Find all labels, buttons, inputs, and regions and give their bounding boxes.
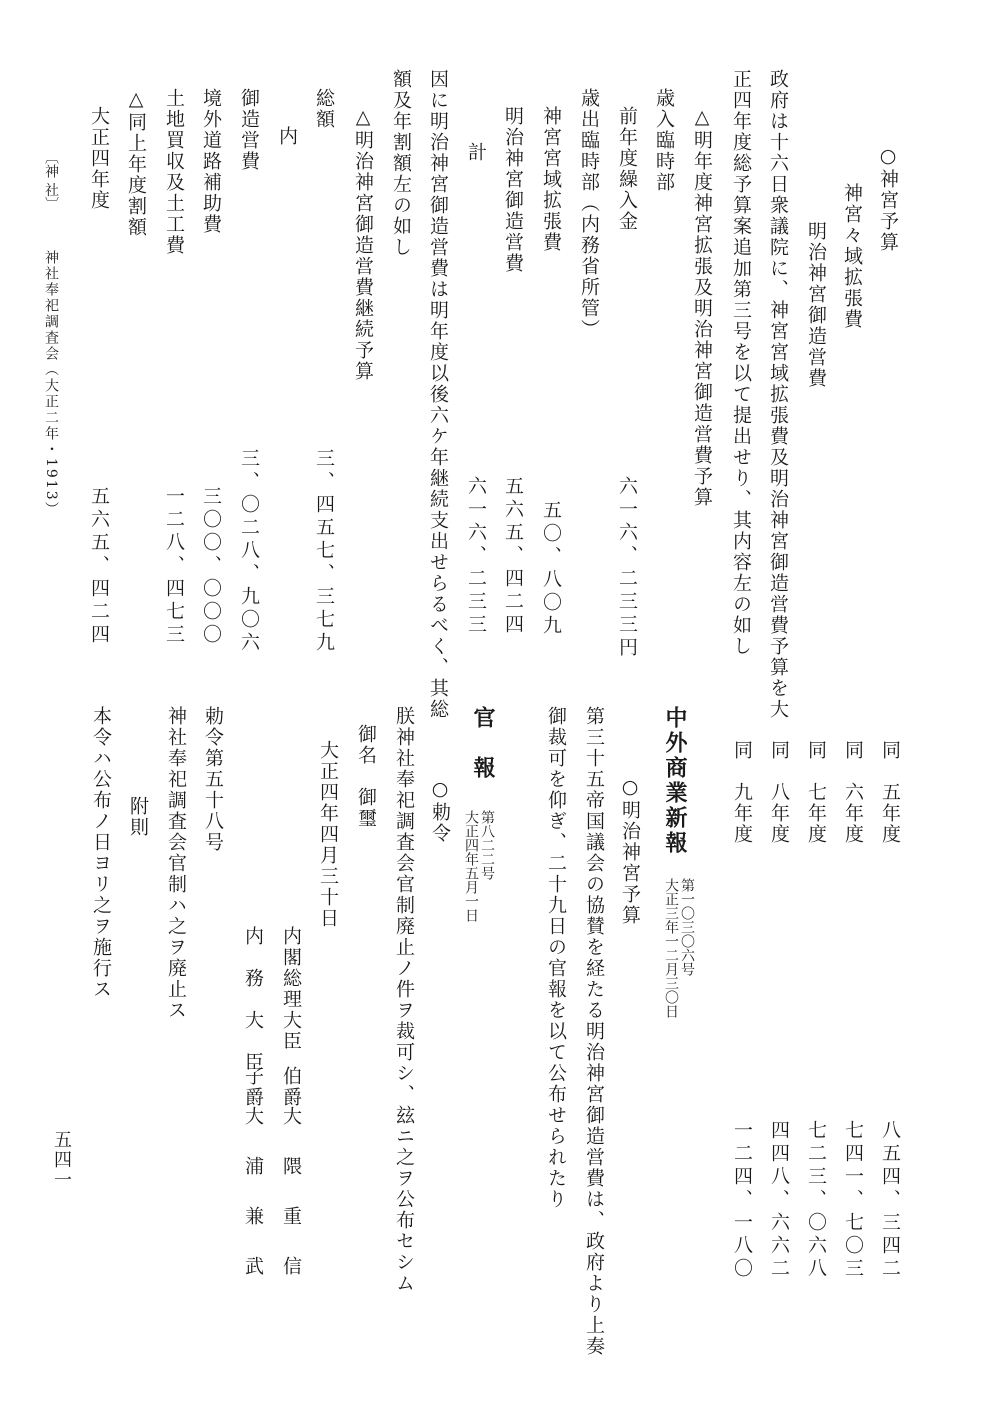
section-heading: ○神宮予算 — [877, 145, 899, 253]
row-value: 五〇、八〇九 — [540, 500, 562, 638]
row-label: 明治神宮御造営費 — [502, 106, 524, 274]
gazette-date: 大正四年五月一日 — [463, 810, 479, 922]
year-value: 四四八、六六二 — [768, 1120, 790, 1281]
footer-tag: 〔神 社〕 — [43, 150, 59, 211]
row-label: 大正四年度 — [88, 106, 110, 211]
year-value: 七二三、〇六八 — [805, 1120, 827, 1281]
year-value: 八五四、三四二 — [879, 1120, 901, 1281]
row-label: 内 — [276, 126, 298, 147]
decree-number: 勅令第五十八号 — [202, 706, 224, 853]
year-label: 同 六年度 — [842, 740, 864, 845]
continuation-title: △明治神宮御造営費継続予算 — [352, 106, 374, 382]
pm-name: 大 隈 重 信 — [280, 1106, 302, 1281]
decree-date: 大正四年四月三十日 — [317, 740, 339, 929]
row-label: △同上年度割額 — [125, 88, 147, 238]
gazette-name: 官 報 — [470, 706, 496, 781]
article-line: 御裁可を仰ぎ、二十九日の官報を以て公布せられたり — [545, 706, 567, 1210]
supplementary-body: 本令ハ公布ノ日ヨリ之ヲ施行ス — [90, 706, 112, 1000]
budget-title: △明年度神宮拡張及明治神宮御造営費予算 — [691, 106, 713, 508]
row-label: 前年度繰入金 — [616, 106, 638, 232]
continuation-line: 因に明治神宮御造営費は明年度以後六ケ年継続支出せらるべく、其総 — [427, 69, 449, 720]
row-label: 御造営費 — [238, 88, 260, 172]
year-label: 同 七年度 — [805, 740, 827, 845]
footer-text: 神社奉祀調査会（大正二年・1913） — [43, 250, 59, 518]
year-value: 一二四、一八〇 — [731, 1120, 753, 1281]
year-label: 同 八年度 — [768, 740, 790, 845]
row-label: 土地買収及土工費 — [163, 88, 185, 256]
intro-line: 正四年度総予算案追加第三号を以て提出せり、其内容左の如し — [730, 69, 752, 657]
row-value: 六一六、二三三円 — [616, 476, 638, 660]
continuation-line: 額及年割額左の如し — [390, 69, 412, 258]
row-value: 五六五、四二四 — [502, 476, 524, 637]
row-label: 神宮宮域拡張費 — [540, 106, 562, 253]
row-value: 三、〇二八、九〇六 — [238, 448, 260, 655]
pm-title: 内閣総理大臣 — [280, 926, 302, 1052]
row-value: 六一六、二三三 — [465, 476, 487, 637]
row-value: 三、四五七、三七九 — [313, 448, 335, 655]
year-value: 七四一、七〇三 — [842, 1120, 864, 1281]
supplementary-heading: 附則 — [127, 796, 149, 838]
row-value: 三〇〇、〇〇〇 — [200, 486, 222, 647]
row-label: 総額 — [313, 88, 335, 130]
pm-rank: 伯爵 — [280, 1066, 302, 1108]
minister-rank: 子爵 — [242, 1066, 264, 1108]
minister-title: 内 務 大 臣 — [242, 926, 264, 1073]
minister-name: 大 浦 兼 武 — [242, 1106, 264, 1281]
decree-body: 神社奉祀調査会官制ハ之ヲ廃止ス — [165, 706, 187, 1021]
gazette-number: 第八二二号 — [479, 810, 495, 880]
imperial-seal: 御名 御璽 — [355, 724, 377, 829]
row-value: 一二八、四七三 — [163, 486, 185, 647]
item-line: 明治神宮御造営費 — [805, 221, 827, 389]
decree-text: 朕神社奉祀調査会官制廃止ノ件ヲ裁可シ、玆ニ之ヲ公布セシム — [393, 706, 415, 1294]
newspaper-name: 中外商業新報 — [662, 706, 688, 856]
row-label: 歳入臨時部 — [653, 88, 675, 193]
newspaper-number: 第一〇三〇六号 — [679, 878, 695, 976]
year-label: 同 九年度 — [731, 740, 753, 845]
item-line: 神宮々域拡張費 — [841, 183, 863, 330]
year-label: 同 五年度 — [879, 740, 901, 845]
row-label: 境外道路補助費 — [200, 88, 222, 235]
row-label: 歳出臨時部（内務省所管） — [578, 88, 600, 340]
decree-heading: ○勅令 — [429, 778, 451, 844]
intro-line: 政府は十六日衆議院に、神宮宮域拡張費及明治神宮御造営費予算を大 — [767, 69, 789, 720]
page-number: 五四一 — [51, 1130, 72, 1190]
row-label: 計 — [465, 142, 487, 163]
article-title: ○明治神宮予算 — [619, 776, 641, 926]
article-line: 第三十五帝国議会の協賛を経たる明治神宮御造営費は、政府より上奏 — [583, 706, 605, 1357]
row-value: 五六五、四二四 — [88, 486, 110, 647]
newspaper-date: 大正三年一二月三〇日 — [663, 878, 679, 1018]
